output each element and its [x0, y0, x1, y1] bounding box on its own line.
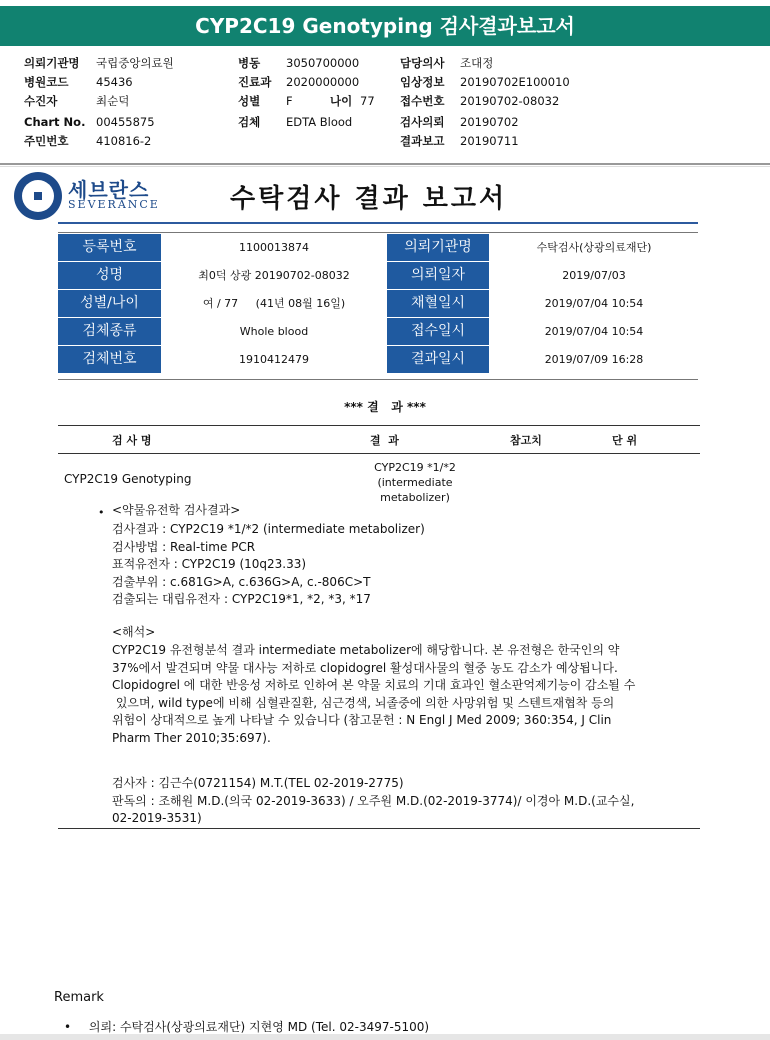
- divider: [58, 828, 700, 829]
- divider: [58, 222, 698, 224]
- grid-value: 2019/07/04 10:54: [544, 297, 644, 310]
- interpretation-heading: <해석>: [112, 625, 156, 639]
- logo-text-en: SEVERANCE: [68, 198, 160, 211]
- report-title-bar: [0, 6, 770, 46]
- interpretation-line: 있으며, wild type에 비해 심혈관질환, 심근경색, 뇌졸중에 의한 사망위험 및 스텐트재협착 등의: [112, 695, 615, 710]
- info-value: 410816-2: [96, 134, 152, 148]
- divider: [0, 163, 770, 165]
- pgx-heading: <약물유전학 검사결과>: [112, 503, 241, 517]
- test-result: [365, 460, 465, 505]
- info-label: 담당의사: [400, 56, 445, 70]
- divider: [58, 425, 700, 426]
- interpretation-text: [112, 642, 712, 747]
- pgx-line: 검사결과 : CYP2C19 *1/*2 (intermediate metabolizer): [112, 522, 425, 536]
- info-label: 검체: [238, 115, 261, 129]
- info-value: 45436: [96, 75, 133, 89]
- info-value: 최순덕: [96, 94, 130, 108]
- info-label: 접수번호: [400, 94, 445, 108]
- signature-line: 02-2019-3531): [112, 811, 202, 825]
- grid-label: 의뢰기관명: [387, 234, 489, 261]
- grid-label: 등록번호: [58, 234, 161, 261]
- grid-value: 최0덕 상광 20190702-08032: [198, 269, 350, 282]
- grid-label: 의뢰일자: [387, 262, 489, 289]
- interpretation-line: 37%에서 발견되며 약물 대사능 저하로 clopidogrel 활성대사물의 혈중 농도 감소가 예상됩니다.: [112, 660, 618, 675]
- remark-item: [64, 1018, 429, 1035]
- info-value: 20190702E100010: [460, 75, 570, 89]
- info-value: 00455875: [96, 115, 155, 129]
- pgx-line: 검출부위 : c.681G>A, c.636G>A, c.-806C>T: [112, 575, 371, 589]
- interpretation-line: Pharm Ther 2010;35:697).: [112, 730, 271, 745]
- bullet: •: [98, 506, 105, 519]
- pgx-line: 검사방법 : Real-time PCR: [112, 540, 256, 554]
- divider: [0, 166, 770, 167]
- info-value: 국립중앙의료원: [96, 56, 174, 70]
- grid-value: Whole blood: [239, 325, 309, 338]
- grid-value: 1910412479: [239, 353, 309, 366]
- column-header-unit: 단 위: [612, 434, 638, 447]
- interpretation-line: 위험이 상대적으로 높게 나타날 수 있습니다 (참고문헌 : N Engl J Med 2009; 360:354, J Clin: [112, 713, 612, 727]
- report-title: CYP2C19 Genotyping 검사결과보고서: [195, 14, 575, 38]
- grid-label: 성별/나이: [58, 290, 161, 317]
- grid-value: 여 / 77 (41년 08월 16일): [202, 297, 346, 310]
- info-label: 성별: [238, 94, 261, 108]
- info-label: 병원코드: [24, 75, 69, 89]
- severance-logo-icon: [14, 172, 62, 220]
- divider: [58, 453, 700, 454]
- info-label: 주민번호: [24, 134, 69, 148]
- info-label: 나이: [330, 94, 353, 108]
- page-bottom-strip: [0, 1034, 770, 1040]
- test-result-line: (intermediate: [377, 476, 453, 489]
- info-label: 진료과: [238, 75, 272, 89]
- grid-label: 검체번호: [58, 346, 161, 373]
- test-name: CYP2C19 Genotyping: [64, 472, 192, 486]
- grid-label: 성명: [58, 262, 161, 289]
- grid-value: 1100013874: [239, 241, 309, 254]
- info-label: 수진자: [24, 94, 58, 108]
- logo-text-ko: 세브란스: [68, 178, 150, 202]
- info-label: 의뢰기관명: [24, 56, 80, 70]
- pgx-line: 표적유전자 : CYP2C19 (10q23.33): [112, 557, 307, 571]
- results-heading: *** 결 과 ***: [344, 400, 426, 414]
- info-label: Chart No.: [24, 115, 86, 129]
- remark-text: 의뢰: 수탁검사(상광의료재단) 지현영 MD (Tel. 02-3497-5100): [88, 1020, 430, 1034]
- info-label: 임상정보: [400, 75, 445, 89]
- document-title: 수탁검사 결과 보고서: [230, 184, 508, 214]
- info-value: 20190711: [460, 134, 519, 148]
- info-value: F: [286, 94, 293, 108]
- pgx-line: 검출되는 대립유전자 : CYP2C19*1, *2, *3, *17: [112, 592, 371, 606]
- signature-line: 판독의 : 조해원 M.D.(의국 02-2019-3633) / 오주원 M.D.(02-2019-3774)/ 이경아 M.D.(교수실,: [112, 794, 635, 808]
- grid-value: 2019/07/09 16:28: [544, 353, 644, 366]
- interpretation-line: Clopidogrel 에 대한 반응성 저하로 인하여 본 약물 치료의 기대 효과인 혈소판억제기능이 감소될 수: [112, 678, 636, 692]
- grid-value: 2019/07/04 10:54: [544, 325, 644, 338]
- info-value: 20190702-08032: [460, 94, 560, 108]
- info-value: 77: [360, 94, 375, 108]
- bullet: •: [64, 1020, 72, 1034]
- info-label: 검사의뢰: [400, 115, 445, 129]
- info-value: 3050700000: [286, 56, 360, 70]
- column-header-ref: 참고치: [510, 434, 542, 447]
- interpretation-line: CYP2C19 유전형분석 결과 intermediate metabolizer에 해당합니다. 본 유전형은 한국인의 약: [112, 643, 620, 657]
- info-value: 20190702: [460, 115, 519, 129]
- test-result-line: CYP2C19 *1/*2: [374, 461, 456, 474]
- info-label: 병동: [238, 56, 261, 70]
- grid-label: 결과일시: [387, 346, 489, 373]
- info-value: 조대정: [460, 56, 494, 70]
- test-result-line: metabolizer): [380, 491, 450, 504]
- grid-value: 2019/07/03: [562, 269, 626, 282]
- column-header-name: 검 사 명: [112, 434, 152, 447]
- remark-title: Remark: [54, 990, 104, 1005]
- grid-value: 수탁검사(상광의료재단): [536, 241, 652, 254]
- info-value: EDTA Blood: [286, 115, 353, 129]
- info-value: 2020000000: [286, 75, 360, 89]
- info-label: 결과보고: [400, 134, 445, 148]
- signature-line: 검사자 : 김근수(0721154) M.T.(TEL 02-2019-2775): [112, 776, 404, 790]
- grid-label: 채혈일시: [387, 290, 489, 317]
- grid-label: 접수일시: [387, 318, 489, 345]
- column-header-result: 결 과: [370, 434, 399, 447]
- grid-label: 검체종류: [58, 318, 161, 345]
